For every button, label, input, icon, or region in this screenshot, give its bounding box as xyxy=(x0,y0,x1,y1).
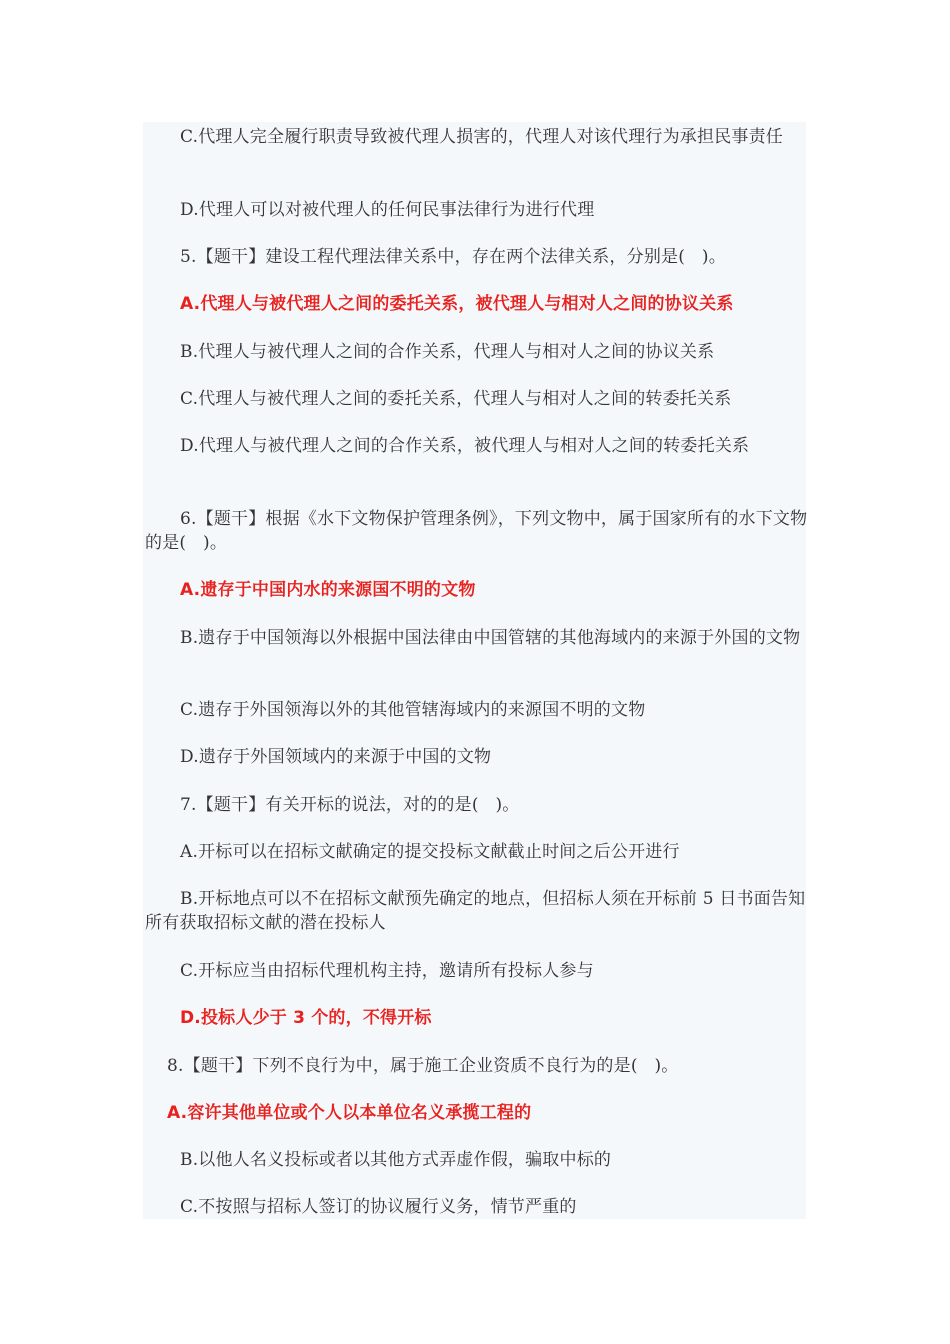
q8-stem: 8.【题干】下列不良行为中，属于施工企业资质不良行为的是( )。 xyxy=(167,1056,679,1076)
q7-option-b: B.开标地点可以不在招标文献预先确定的地点，但招标人须在开标前 5 日书面告知所有获取招标文献的潜在投标人 xyxy=(145,889,806,933)
q5-option-a-correct-answer: A.代理人与被代理人之间的委托关系，被代理人与相对人之间的协议关系 xyxy=(180,294,734,314)
q7-option-c: C.开标应当由招标代理机构主持，邀请所有投标人参与 xyxy=(180,961,594,981)
q6-stem: 6.【题干】根据《水下文物保护管理条例》，下列文物中，属于国家所有的水下文物的是( )。 xyxy=(145,509,808,553)
q7-option-a: A.开标可以在招标文献确定的提交投标文献截止时间之后公开进行 xyxy=(180,842,680,862)
q6-option-d: D.遗存于外国领域内的来源于中国的文物 xyxy=(180,747,492,767)
q8-option-b: B.以他人名义投标或者以其他方式弄虚作假，骗取中标的 xyxy=(180,1150,612,1170)
q4-option-d: D.代理人可以对被代理人的任何民事法律行为进行代理 xyxy=(180,200,595,220)
q8-option-a-correct-answer: A.容许其他单位或个人以本单位名义承揽工程的 xyxy=(167,1103,532,1123)
q5-option-b: B.代理人与被代理人之间的合作关系，代理人与相对人之间的协议关系 xyxy=(180,342,715,362)
q4-option-c: C.代理人完全履行职责导致被代理人损害的，代理人对该代理行为承担民事责任 xyxy=(180,127,784,147)
q5-option-c: C.代理人与被代理人之间的委托关系，代理人与相对人之间的转委托关系 xyxy=(180,389,732,409)
q6-option-a-correct-answer: A.遗存于中国内水的来源国不明的文物 xyxy=(180,580,476,600)
q5-stem: 5.【题干】建设工程代理法律关系中，存在两个法律关系，分别是( )。 xyxy=(180,247,726,267)
q8-option-c: C.不按照与招标人签订的协议履行义务，情节严重的 xyxy=(180,1197,577,1217)
q6-option-b: B.遗存于中国领海以外根据中国法律由中国管辖的其他海域内的来源于外国的文物 xyxy=(180,628,801,648)
q7-option-d-correct-answer: D.投标人少于 3 个的，不得开标 xyxy=(180,1008,432,1028)
q5-option-d: D.代理人与被代理人之间的合作关系，被代理人与相对人之间的转委托关系 xyxy=(180,436,750,456)
q6-option-c: C.遗存于外国领海以外的其他管辖海域内的来源国不明的文物 xyxy=(180,700,646,720)
q7-stem: 7.【题干】有关开标的说法，对的的是( )。 xyxy=(180,795,520,815)
